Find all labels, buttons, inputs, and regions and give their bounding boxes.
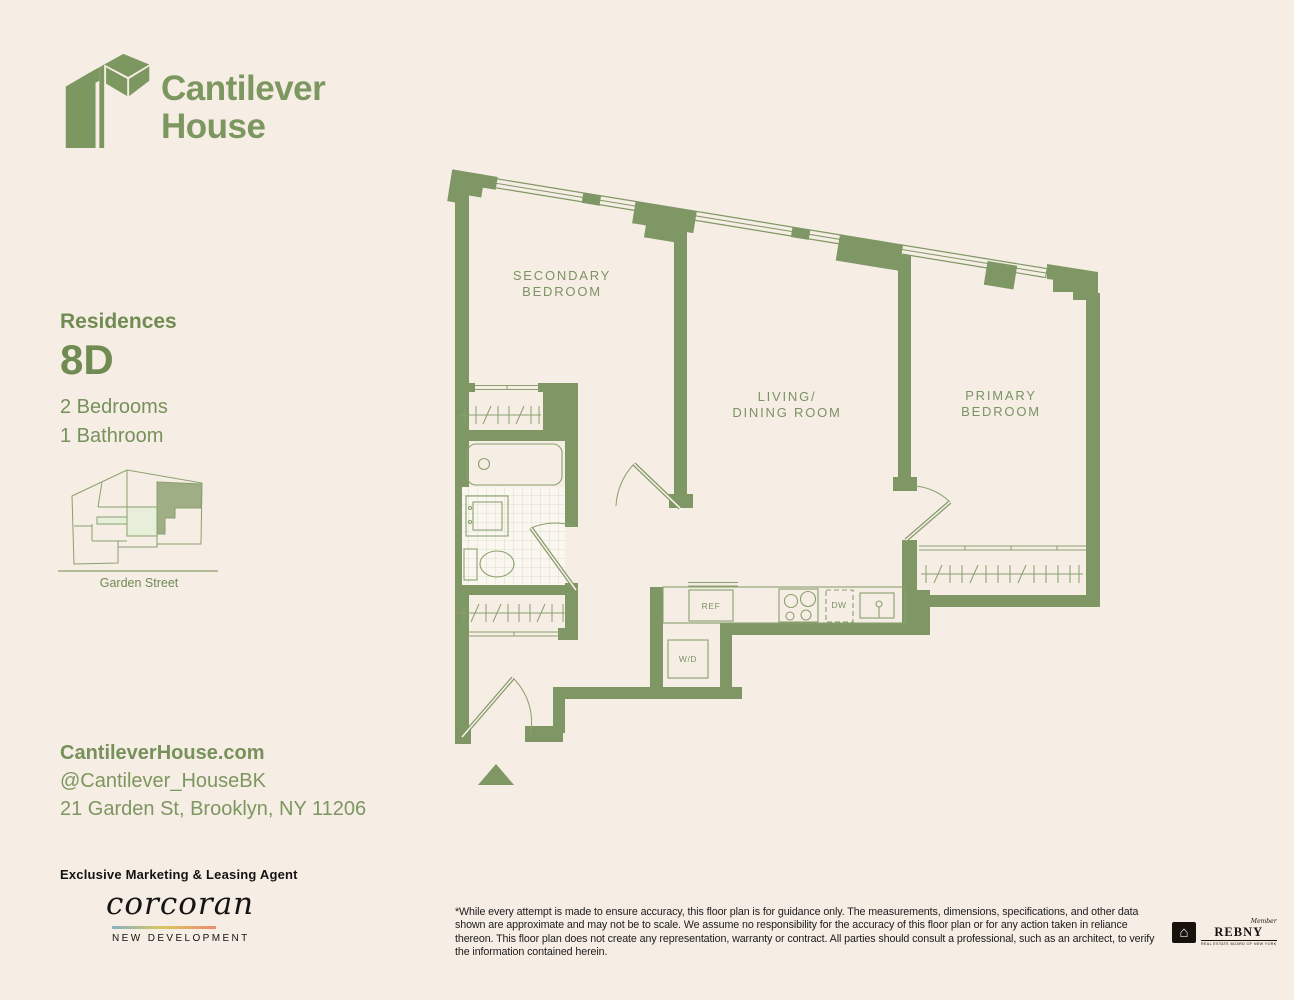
social-handle[interactable]: @Cantilever_HouseBK [60,770,266,792]
residences-label: Residences [60,310,177,333]
rebny-member-label: Member [1250,918,1277,925]
bathrooms-count: 1 Bathroom [60,425,164,447]
room-label-primary-bedroom: PRIMARY BEDROOM [961,388,1041,419]
brand-wordmark [161,70,325,146]
brand-line-2: House [161,107,266,146]
rebny-name: REBNY [1214,925,1264,939]
brand-line-1: Cantilever [161,69,326,108]
keyplan-core [127,507,157,536]
street-address: 21 Garden St, Brooklyn, NY 11206 [60,798,367,820]
corcoran-division: NEW DEVELOPMENT [112,933,250,944]
keyplan-diagram [54,466,222,584]
street-label: Garden Street [99,576,179,590]
cantilever-house-logo [60,48,156,152]
label-wd: W/D [678,654,698,664]
floorplan-svg [430,160,1120,805]
bathtub-icon [467,444,562,485]
legal-disclaimer: *While every attempt is made to ensure accuracy, this floor plan is for guidance only. The measurements, dimensions, specifications, and other data shown are approximate and may not be to scale. We assume no responsibility for the accuracy of this floor plan or for any action taken in reliance thereon. This floor plan does not create any representation, warranty or contract. All parties should consult a professional, such as an architect, to verify the information contained herein. [455,906,1155,959]
unit-number: 8D [60,336,114,383]
sliding-door [919,546,1086,550]
rebny-logo [1172,918,1277,946]
corcoran-gradient-rule [112,926,216,929]
bathroom [462,444,576,590]
sliding-door [475,386,540,390]
label-ref: REF [701,601,721,611]
rebny-house-icon: ⌂ [1172,922,1196,943]
rebny-tagline: REAL ESTATE BOARD OF NEW YORK [1201,942,1277,946]
agent-heading: Exclusive Marketing & Leasing Agent [60,867,298,882]
entry-arrow-icon [478,764,514,785]
website-link[interactable]: CantileverHouse.com [60,742,265,764]
bedrooms-count: 2 Bedrooms [60,396,168,418]
label-dw: DW [831,600,847,610]
corcoran-logo: corcoran [106,886,255,922]
room-label-secondary-bedroom: SECONDARY BEDROOM [512,268,612,299]
room-label-living-dining: LIVING/ DINING ROOM [732,389,842,420]
sliding-door [468,632,560,636]
